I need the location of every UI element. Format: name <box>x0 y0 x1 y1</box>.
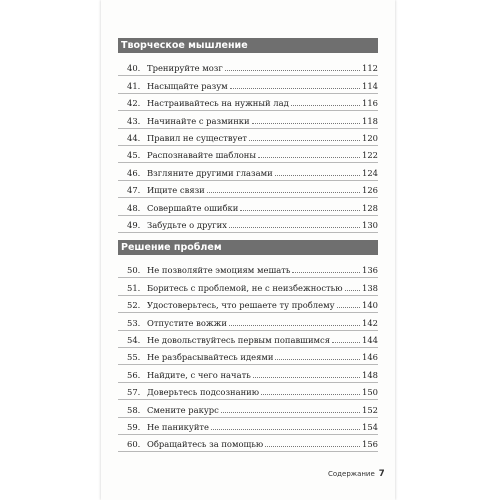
entry-title: Ищите связи <box>147 185 205 196</box>
entry-page-number: 112 <box>362 63 378 74</box>
toc-entry <box>118 278 378 295</box>
entry-number: 46. <box>127 167 141 178</box>
toc-entry <box>118 365 378 382</box>
entry-title: Удостоверьтесь, что решаете ту проблему <box>147 300 335 311</box>
dot-leader <box>337 307 360 308</box>
dot-leader <box>261 394 360 395</box>
book-page <box>101 0 395 500</box>
dot-leader <box>275 175 360 176</box>
entry-title: Обращайтесь за помощью <box>147 439 264 450</box>
entry-title: Боритесь с проблемой, не с неизбежностью <box>147 282 343 293</box>
page-footer <box>328 469 385 479</box>
entry-title: Начинайте с разминки <box>147 115 250 126</box>
entry-title: Доверьтесь подсознанию <box>147 387 260 398</box>
toc-entry <box>118 383 378 400</box>
dot-leader <box>258 157 360 158</box>
entry-number: 57. <box>127 387 141 398</box>
toc-entry <box>118 348 378 365</box>
entry-title: Смените ракурс <box>147 404 219 415</box>
entry-number: 45. <box>127 150 141 161</box>
entry-page-number: 114 <box>362 80 378 91</box>
entry-title: Взгляните другими глазами <box>147 167 273 178</box>
entry-title: Не позволяйте эмоциям мешать <box>147 265 291 276</box>
entry-title: Не паникуйте <box>147 421 209 432</box>
entry-number: 43. <box>127 115 141 126</box>
entry-number: 56. <box>127 369 141 380</box>
dot-leader <box>292 272 360 273</box>
entry-number: 50. <box>127 265 141 276</box>
dot-leader <box>275 359 360 360</box>
dot-leader <box>221 412 360 413</box>
dot-leader <box>345 290 360 291</box>
entry-number: 59. <box>127 421 141 432</box>
toc-entry <box>118 111 378 128</box>
section-problem-solving <box>118 240 378 452</box>
dot-leader <box>230 88 360 89</box>
entry-page-number: 122 <box>362 150 378 161</box>
entry-title: Совершайте ошибки <box>147 202 239 213</box>
entry-number: 54. <box>127 334 141 345</box>
toc-entry <box>118 198 378 215</box>
toc-entry <box>118 163 378 180</box>
entry-number: 53. <box>127 317 141 328</box>
dot-leader <box>291 105 360 106</box>
toc-entry <box>118 331 378 348</box>
dot-leader <box>332 342 360 343</box>
entry-page-number: 136 <box>362 265 378 276</box>
toc-entry <box>118 400 378 417</box>
section-header: Творческое мышление <box>118 38 378 53</box>
entry-number: 58. <box>127 404 141 415</box>
dot-leader <box>252 123 360 124</box>
toc-entry <box>118 94 378 111</box>
entry-page-number: 140 <box>362 300 378 311</box>
toc-entry <box>118 59 378 76</box>
entry-page-number: 152 <box>362 404 378 415</box>
dot-leader <box>240 210 360 211</box>
entry-title: Не разбрасывайтесь идеями <box>147 352 274 363</box>
entry-page-number: 118 <box>362 115 378 126</box>
entry-title: Правил не существует <box>147 132 248 143</box>
dot-leader <box>229 325 360 326</box>
entry-page-number: 150 <box>362 387 378 398</box>
entry-title: Найдите, с чего начать <box>147 369 251 380</box>
toc-entry <box>118 418 378 435</box>
entry-number: 44. <box>127 132 141 143</box>
toc-list <box>118 59 378 233</box>
entry-page-number: 156 <box>362 439 378 450</box>
section-creative-thinking <box>118 38 378 233</box>
dot-leader <box>207 192 360 193</box>
toc-entry <box>118 261 378 278</box>
toc-entry <box>118 129 378 146</box>
toc-entry <box>118 181 378 198</box>
entry-page-number: 148 <box>362 369 378 380</box>
entry-page-number: 116 <box>362 98 378 109</box>
entry-page-number: 142 <box>362 317 378 328</box>
entry-page-number: 124 <box>362 167 378 178</box>
toc-entry <box>118 76 378 93</box>
entry-title: Распознавайте шаблоны <box>147 150 257 161</box>
toc-entry <box>118 216 378 233</box>
entry-number: 40. <box>127 63 141 74</box>
entry-title: Забудьте о других <box>147 219 227 230</box>
footer-page-number: 7 <box>378 469 385 479</box>
dot-leader <box>225 70 360 71</box>
entry-number: 48. <box>127 202 141 213</box>
entry-page-number: 144 <box>362 334 378 345</box>
entry-page-number: 130 <box>362 219 378 230</box>
entry-number: 60. <box>127 439 141 450</box>
toc-entry <box>118 435 378 452</box>
entry-page-number: 128 <box>362 202 378 213</box>
toc-entry <box>118 146 378 163</box>
dot-leader <box>249 140 360 141</box>
dot-leader <box>229 227 360 228</box>
entry-number: 52. <box>127 300 141 311</box>
entry-number: 55. <box>127 352 141 363</box>
dot-leader <box>265 446 360 447</box>
toc-list <box>118 261 378 452</box>
entry-number: 42. <box>127 98 141 109</box>
entry-number: 47. <box>127 185 141 196</box>
section-header: Решение проблем <box>118 240 378 255</box>
entry-page-number: 138 <box>362 282 378 293</box>
toc-entry <box>118 313 378 330</box>
dot-leader <box>253 377 360 378</box>
entry-title: Насыщайте разум <box>147 80 228 91</box>
entry-page-number: 126 <box>362 185 378 196</box>
entry-title: Отпустите вожжи <box>147 317 227 328</box>
entry-title: Не довольствуйтесь первым попавшимся <box>147 334 331 345</box>
entry-page-number: 154 <box>362 421 378 432</box>
entry-page-number: 120 <box>362 132 378 143</box>
entry-title: Настраивайтесь на нужный лад <box>147 98 289 109</box>
footer-label: Содержание <box>328 470 375 478</box>
entry-number: 51. <box>127 282 141 293</box>
entry-number: 49. <box>127 219 141 230</box>
entry-page-number: 146 <box>362 352 378 363</box>
entry-title: Тренируйте мозг <box>147 63 223 74</box>
toc-entry <box>118 296 378 313</box>
entry-number: 41. <box>127 80 141 91</box>
dot-leader <box>211 429 360 430</box>
